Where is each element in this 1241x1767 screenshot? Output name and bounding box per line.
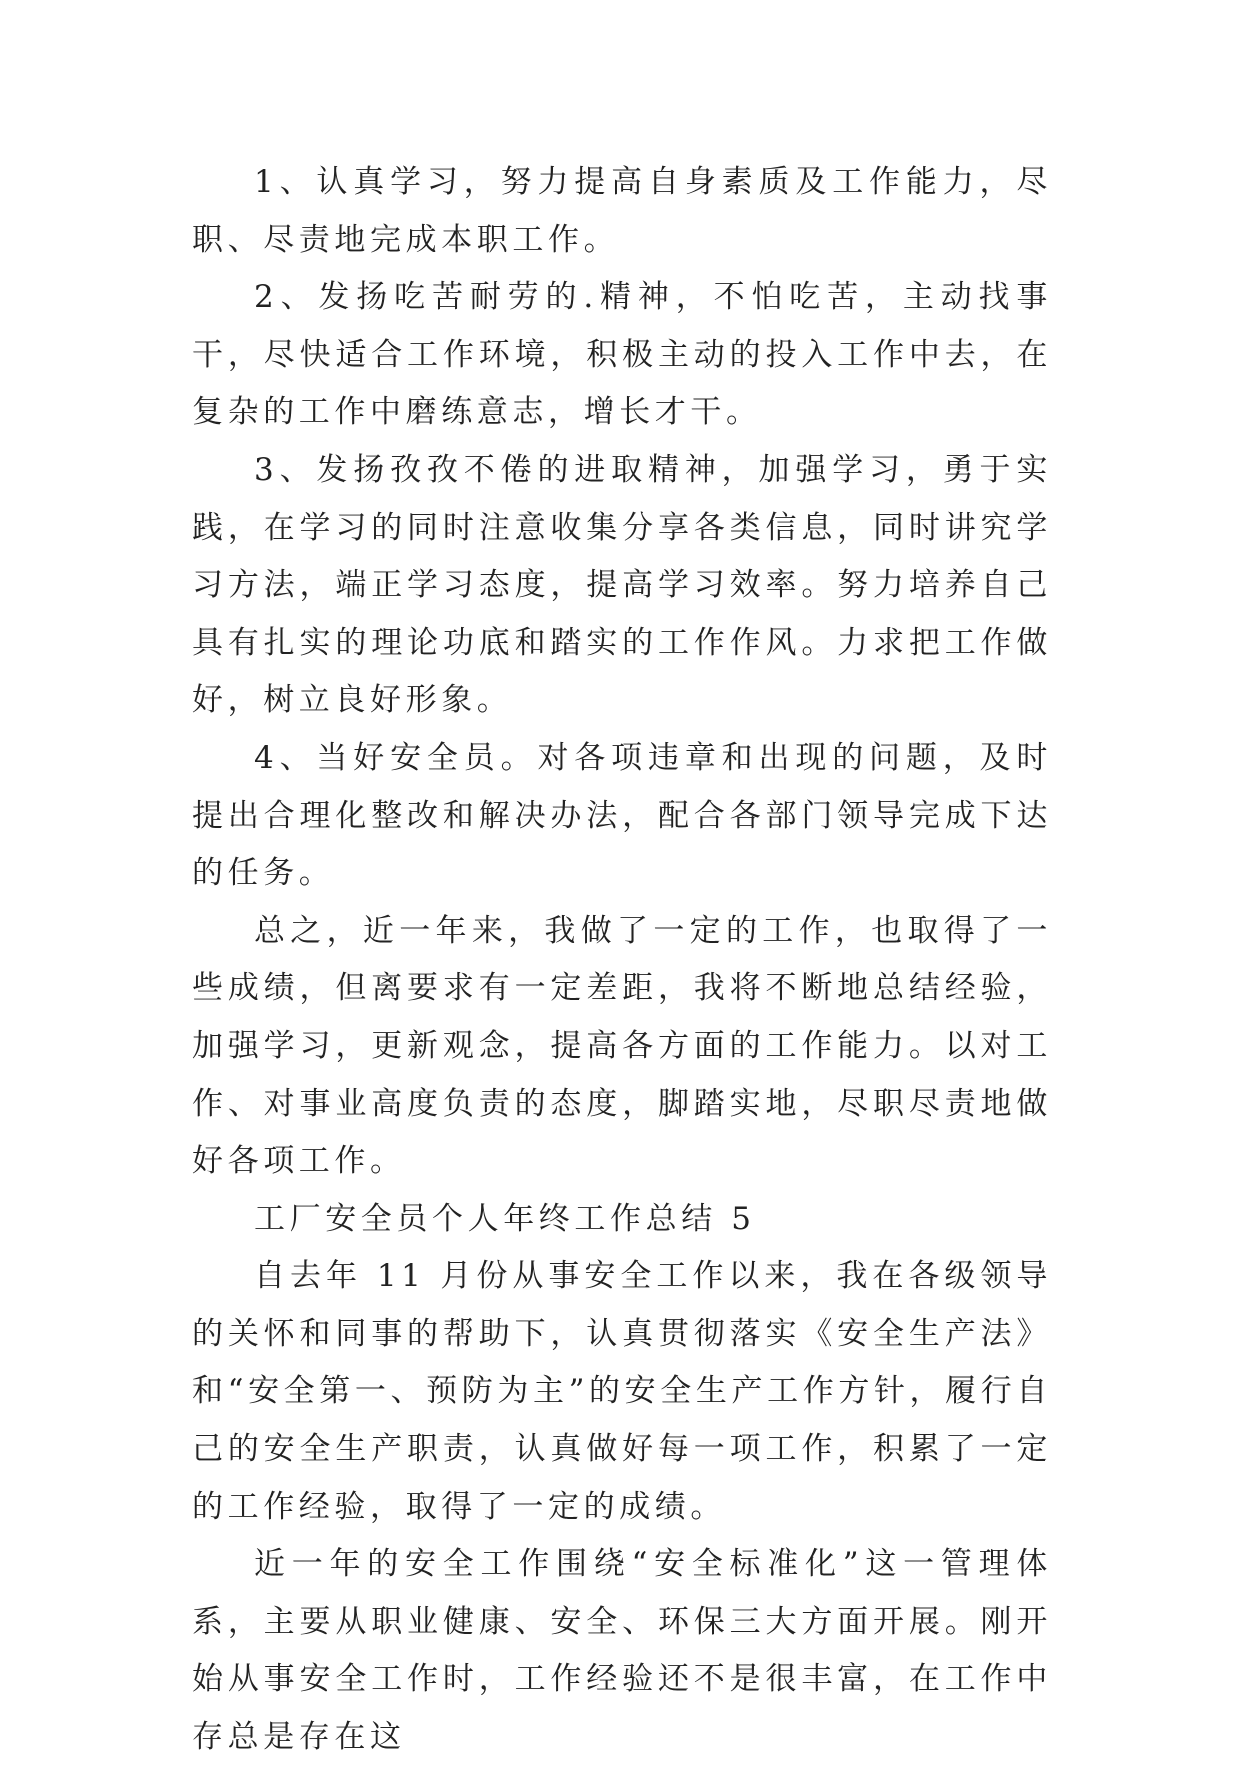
paragraph-standardization: 近一年的安全工作围绕“安全标准化”这一管理体系，主要从职业健康、安全、环保三大方面开展。刚开始从事安全工作时，工作经验还不是很丰富，在工作中存总是存在这 <box>192 1546 1052 1756</box>
paragraph-item-2: 2、发扬吃苦耐劳的.精神，不怕吃苦，主动找事干，尽快适合工作环境，积极主动的投入工作中去，在复杂的工作中磨练意志，增长才干。 <box>192 279 1052 431</box>
section-heading: 工厂安全员个人年终工作总结 5 <box>254 1200 756 1237</box>
paragraph-item-1: 1、认真学习，努力提高自身素质及工作能力，尽职、尽责地完成本职工作。 <box>192 164 1052 258</box>
paragraph-item-3: 3、发扬孜孜不倦的进取精神，加强学习，勇于实践，在学习的同时注意收集分享各类信息，同时讲究学习方法，端正学习态度，提高学习效率。努力培养自己具有扎实的理论功底和踏实的工作作风。力求把工作做好，树立良好形象。 <box>192 451 1052 719</box>
paragraph-summary: 总之，近一年来，我做了一定的工作，也取得了一些成绩，但离要求有一定差距，我将不断地总结经验，加强学习，更新观念，提高各方面的工作能力。以对工作、对事业高度负责的态度，脚踏实地，尽职尽责地做好各项工作。 <box>192 912 1052 1180</box>
document-page <box>192 154 1052 1767</box>
paragraph-intro: 自去年 11 月份从事安全工作以来，我在各级领导的关怀和同事的帮助下，认真贯彻落实《安全生产法》和“安全第一、预防为主”的安全生产工作方针，履行自己的安全生产职责，认真做好每一项工作，积累了一定的工作经验，取得了一定的成绩。 <box>192 1258 1052 1525</box>
paragraph-item-4: 4、当好安全员。对各项违章和出现的问题，及时提出合理化整改和解决办法，配合各部门领导完成下达的任务。 <box>192 739 1052 892</box>
